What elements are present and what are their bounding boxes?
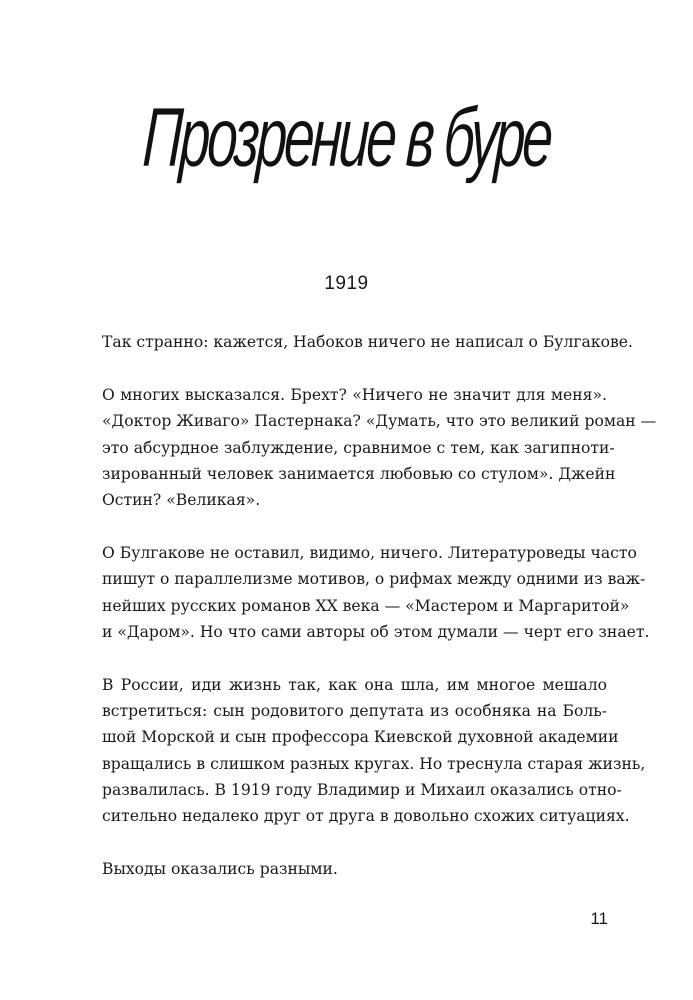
page-number: 11 (590, 909, 608, 928)
text-line: зированный человек занимается любовью со стулом». Джейн (102, 464, 616, 483)
body-text (102, 329, 657, 909)
text-line: развалилась. В 1919 году Владимир и Михаил оказались отно- (102, 780, 622, 799)
text-line: Выходы оказались разными. (102, 860, 338, 879)
text-line: нейших русских романов XX века — «Мастером и Маргаритой» (102, 596, 630, 615)
paragraph-2 (102, 382, 657, 513)
text-line: О Булгакове не оставил, видимо, ничего. Литературоведы часто (102, 544, 637, 563)
text-line: сительно недалеко друг от друга в довольно схожих ситуациях. (102, 807, 630, 826)
text-line: Остин? «Великая». (102, 491, 261, 510)
text-line: В России, иди жизнь так, как она шла, им многое мешало (102, 676, 607, 695)
text-line: встретиться: сын родовитого депутата из особняка на Боль- (102, 702, 607, 721)
text-line: и «Даром». Но что сами авторы об этом думали — черт его знает. (102, 622, 650, 641)
text-line: пишут о параллелизме мотивов, о рифмах между одними из важ- (102, 570, 646, 589)
paragraph-5 (102, 856, 607, 882)
text-line: О многих высказался. Брехт? «Ничего не значит для меня». (102, 386, 607, 405)
section-year: 1919 (324, 273, 369, 294)
chapter-title: Прозрение в буре (140, 90, 553, 184)
text-line: Так странно: кажется, Набоков ничего не написал о Булгакове. (102, 333, 633, 351)
paragraph-3 (102, 540, 650, 645)
text-line: шой Морской и сын профессора Киевской духовной академии (102, 728, 619, 747)
paragraph-1 (102, 329, 633, 355)
text-line: это абсурдное заблуждение, сравнимое с тем, как загипноти- (102, 438, 615, 457)
text-line: вращались в слишком разных кругах. Но треснула старая жизнь, (102, 754, 646, 773)
paragraph-4 (102, 672, 646, 829)
text-line: «Доктор Живаго» Пастернака? «Думать, что это великий роман — (102, 412, 657, 431)
